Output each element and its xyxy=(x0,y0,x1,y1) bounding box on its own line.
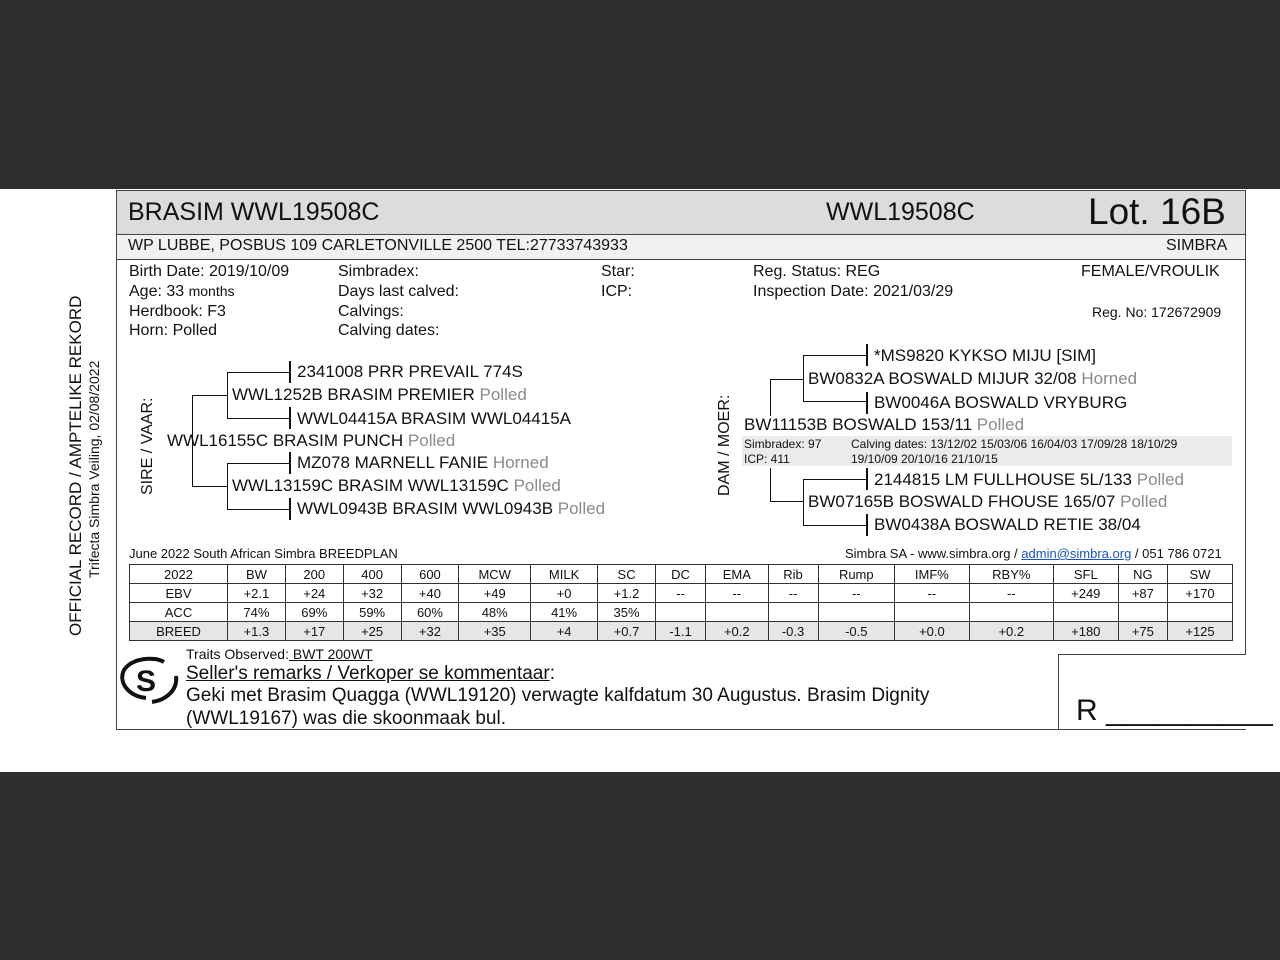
table-cell: RBY% xyxy=(969,565,1053,584)
table-cell: MCW xyxy=(459,565,531,584)
pedigree-sire: WWL16155C BRASIM PUNCH Polled xyxy=(167,431,456,450)
pedigree-connector xyxy=(866,392,868,414)
table-cell: +49 xyxy=(459,584,531,603)
pedigree-ss: WWL1252B BRASIM PREMIER Polled xyxy=(232,385,527,404)
table-cell: +2.1 xyxy=(228,584,286,603)
reg-number: Reg. No: 172672909 xyxy=(1092,304,1222,320)
table-cell: MILK xyxy=(531,565,598,584)
animal-code: WWL19508C xyxy=(826,198,975,226)
ebv-row xyxy=(130,584,1233,603)
table-cell: 74% xyxy=(228,603,286,622)
pedigree-ddd: BW0438A BOSWALD RETIE 38/04 xyxy=(874,515,1141,534)
birth-date: Birth Date: 2019/10/09 xyxy=(129,263,290,280)
contact-prefix: Simbra SA - www.simbra.org / xyxy=(845,546,1018,561)
svg-text:S: S xyxy=(136,665,157,698)
lot-number: Lot. 16B xyxy=(1088,191,1226,232)
pedigree-connector xyxy=(803,355,868,356)
pedigree-connector xyxy=(227,463,291,464)
dam-calving-dates: Calving dates: 13/12/02 15/03/06 16/04/03 17/09/28 18/10/29 xyxy=(851,437,1178,451)
pedigree-connector xyxy=(803,525,868,526)
table-cell: +0 xyxy=(531,584,598,603)
table-cell: -- xyxy=(818,584,894,603)
pedigree-connector xyxy=(227,463,228,510)
pedigree-dam: BW11153B BOSWALD 153/11 Polled xyxy=(744,415,1025,434)
pedigree-connector xyxy=(770,379,804,380)
sex: FEMALE/VROULIK xyxy=(1081,263,1220,280)
table-cell: EMA xyxy=(706,565,768,584)
table-cell: +17 xyxy=(285,622,343,641)
owner-details: WP LUBBE, POSBUS 109 CARLETONVILLE 2500 TEL:27733743933 xyxy=(128,237,628,254)
simbradex: Simbradex: xyxy=(338,263,419,280)
table-cell: 60% xyxy=(401,603,459,622)
pedigree-dsd: BW0046A BOSWALD VRYBURG xyxy=(874,393,1128,412)
table-cell: +40 xyxy=(401,584,459,603)
pedigree-sd: WWL13159C BRASIM WWL13159C Polled xyxy=(232,476,561,495)
table-cell: 400 xyxy=(343,565,401,584)
pedigree-ssd: WWL04415A BRASIM WWL04415A xyxy=(297,409,572,428)
star: Star: xyxy=(601,263,635,280)
age-unit: months xyxy=(188,283,235,299)
pedigree-connector xyxy=(803,401,868,402)
acc-row xyxy=(130,603,1233,622)
table-cell: SW xyxy=(1168,565,1233,584)
pedigree-connector xyxy=(770,468,771,501)
ebv-header-row xyxy=(130,565,1233,584)
table-cell: +0.7 xyxy=(598,622,656,641)
horn-status: Horn: Polled xyxy=(129,322,218,339)
table-cell: +170 xyxy=(1168,584,1233,603)
icp: ICP: xyxy=(601,283,633,300)
table-cell xyxy=(706,603,768,622)
pedigree-dds: 2144815 LM FULLHOUSE 5L/133 Polled xyxy=(874,470,1184,489)
pedigree-dss: *MS9820 KYKSO MIJU [SIM] xyxy=(874,346,1097,365)
table-cell: +4 xyxy=(531,622,598,641)
table-cell xyxy=(768,603,818,622)
pedigree-connector xyxy=(803,479,868,480)
remarks-line-1: Geki met Brasim Quagga (WWL19120) verwagte kalfdatum 30 Augustus. Brasim Dignity xyxy=(186,685,930,706)
pedigree-connector xyxy=(289,407,291,429)
pedigree-connector xyxy=(192,486,228,487)
traits-observed xyxy=(186,646,373,662)
table-cell: SC xyxy=(598,565,656,584)
table-cell: Rib xyxy=(768,565,818,584)
table-cell: +25 xyxy=(343,622,401,641)
table-cell: 2022 xyxy=(130,565,228,584)
official-record-label: OFFICIAL RECORD / AMPTELIKE REKORD xyxy=(66,295,85,636)
table-cell: +35 xyxy=(459,622,531,641)
pedigree-sds: MZ078 MARNELL FANIE Horned xyxy=(297,453,549,472)
pedigree-connector xyxy=(227,509,291,510)
ebv-table xyxy=(129,564,1233,641)
pedigree-connector xyxy=(227,418,291,419)
traits-value: BWT 200WT xyxy=(288,646,373,662)
days-last-calved: Days last calved: xyxy=(338,283,459,300)
dam-label: DAM / MOER: xyxy=(716,394,733,496)
table-cell: -- xyxy=(969,584,1053,603)
table-cell: -- xyxy=(655,584,705,603)
table-cell: SFL xyxy=(1053,565,1118,584)
table-cell: NG xyxy=(1118,565,1167,584)
table-cell xyxy=(1118,603,1167,622)
table-cell: 59% xyxy=(343,603,401,622)
pedigree-connector xyxy=(770,379,771,416)
table-cell: +1.3 xyxy=(228,622,286,641)
sale-label: Trifecta Simbra Veiling, 02/08/2022 xyxy=(86,360,102,578)
age-value: Age: 33 xyxy=(129,283,185,300)
pedigree-connector xyxy=(227,372,291,373)
sire-label: SIRE / VAAR: xyxy=(139,397,156,495)
table-cell: +0.2 xyxy=(706,622,768,641)
inspection-date: Inspection Date: 2021/03/29 xyxy=(753,283,954,300)
table-cell: -- xyxy=(768,584,818,603)
calving-dates: Calving dates: xyxy=(338,322,440,339)
table-cell xyxy=(894,603,969,622)
table-cell: 600 xyxy=(401,565,459,584)
table-cell: BW xyxy=(228,565,286,584)
pedigree-sdd: WWL0943B BRASIM WWL0943B Polled xyxy=(297,499,606,518)
dam-icp: ICP: 411 xyxy=(744,452,790,466)
table-cell: IMF% xyxy=(894,565,969,584)
table-cell: +32 xyxy=(401,622,459,641)
table-cell: -0.3 xyxy=(768,622,818,641)
table-cell: -0.5 xyxy=(818,622,894,641)
table-cell xyxy=(969,603,1053,622)
remarks-line-2: (WWL19167) was die skoonmaak bul. xyxy=(186,708,506,729)
breedplan-title: June 2022 South African Simbra BREEDPLAN xyxy=(129,546,398,561)
table-cell: +125 xyxy=(1168,622,1233,641)
table-cell xyxy=(1053,603,1118,622)
pedigree-sss: 2341008 PRR PREVAIL 774S xyxy=(297,362,523,381)
table-cell: DC xyxy=(655,565,705,584)
simbra-logo-icon xyxy=(118,652,182,706)
table-cell: +1.2 xyxy=(598,584,656,603)
calvings: Calvings: xyxy=(338,303,404,320)
table-cell: 69% xyxy=(285,603,343,622)
pedigree-connector xyxy=(289,498,291,520)
table-cell: Rump xyxy=(818,565,894,584)
pedigree-dd: BW07165B BOSWALD FHOUSE 165/07 Polled xyxy=(808,492,1168,511)
traits-label: Traits Observed: xyxy=(186,646,289,662)
table-cell: -1.1 xyxy=(655,622,705,641)
table-cell xyxy=(818,603,894,622)
pedigree-connector xyxy=(770,501,804,502)
table-cell: +249 xyxy=(1053,584,1118,603)
table-cell: 41% xyxy=(531,603,598,622)
breedplan-contact xyxy=(845,546,1222,561)
table-cell: EBV xyxy=(130,584,228,603)
pedigree-connector xyxy=(192,395,228,396)
email-link[interactable]: admin@simbra.org xyxy=(1021,546,1132,561)
table-cell: 35% xyxy=(598,603,656,622)
table-cell: ACC xyxy=(130,603,228,622)
breed-name: SIMBRA xyxy=(1166,237,1228,254)
animal-name: BRASIM WWL19508C xyxy=(128,198,380,226)
reg-status: Reg. Status: REG xyxy=(753,263,881,280)
table-cell: +87 xyxy=(1118,584,1167,603)
pedigree-connector xyxy=(866,514,868,536)
pedigree-connector xyxy=(803,479,804,526)
table-cell: +75 xyxy=(1118,622,1167,641)
table-cell: -- xyxy=(706,584,768,603)
table-cell: +0.2 xyxy=(969,622,1053,641)
remarks-heading: Seller's remarks / Verkoper se kommentaar: xyxy=(186,663,555,684)
table-cell: -- xyxy=(894,584,969,603)
table-cell xyxy=(1168,603,1233,622)
price-field[interactable]: R __________ xyxy=(1076,694,1273,727)
table-cell: BREED xyxy=(130,622,228,641)
herdbook: Herdbook: F3 xyxy=(129,303,226,320)
dam-calving-dates-2: 19/10/09 20/10/16 21/10/15 xyxy=(851,452,998,466)
table-cell: +0.0 xyxy=(894,622,969,641)
pedigree-ds: BW0832A BOSWALD MIJUR 32/08 Horned xyxy=(808,369,1138,388)
table-cell: +32 xyxy=(343,584,401,603)
dam-simbradex: Simbradex: 97 xyxy=(744,437,822,451)
breed-row xyxy=(130,622,1233,641)
contact-phone: / 051 786 0721 xyxy=(1134,546,1222,561)
table-cell: +180 xyxy=(1053,622,1118,641)
table-cell xyxy=(655,603,705,622)
table-cell: 200 xyxy=(285,565,343,584)
age xyxy=(129,283,235,301)
table-cell: +24 xyxy=(285,584,343,603)
table-cell: 48% xyxy=(459,603,531,622)
